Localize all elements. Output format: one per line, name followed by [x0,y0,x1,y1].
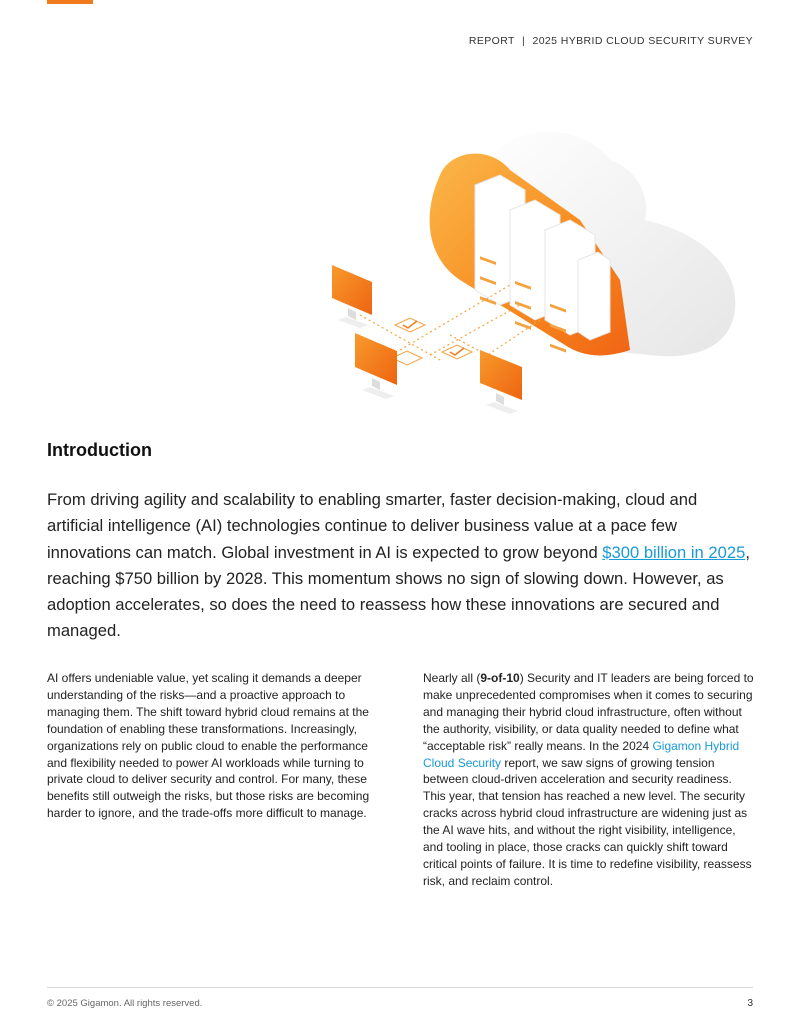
report-title: 2025 HYBRID CLOUD SECURITY SURVEY [532,35,753,47]
accent-bar [47,0,93,4]
page-header [469,35,753,47]
intro-lead-paragraph [47,487,753,645]
left-column-paragraph: AI offers undeniable value, yet scaling it demands a deeper understanding of the risks—and a proactive approach to managing them. The shift toward hybrid cloud remains at the foundation of enabling these transformations. Increasingly, organizations rely on public cloud to enable the performance and flexibility needed to power AI workloads while turning to private cloud to deliver security and control. For many, these benefits still outweigh the risks, but those risks are becoming harder to ignore, and the trade-offs more difficult to manage. [47,671,370,821]
copyright-text: © 2025 Gigamon. All rights reserved. [47,998,203,1009]
header-separator: | [521,35,526,47]
lead-text-part1: From driving agility and scalability to enabling smarter, faster decision-making, cloud and artificial intelligence (AI) technologies continue to deliver business value at a pace few innovations can match. Global investment in AI is expected to grow beyond [47,490,698,562]
section-title: Introduction [47,440,152,460]
report-link[interactable]: Gigamon Hybrid Cloud Security [423,738,740,770]
right-column-paragraph [423,670,755,890]
right-text-part3: report, we saw signs of growing tension between cloud-driven acceleration and security readiness. This year, that tension has reached a new level. The security cracks across hybrid cloud infrastructure are widening just as the AI wave hits, and without the right visibility, intelligence, and tooling in place, those cracks can quickly shift toward critical points of failure. It is time to redefine visibility, reassess risk, and reclaim control. [423,755,752,888]
right-text-part2: ) Security and IT leaders are being forced to make unprecedented compromises when it comes to securing and managing their hybrid cloud infrastructure, often without the authority, visibility, or data quality needed to define what “acceptable risk” really means. In the 2024 [423,671,754,753]
cloud-datacenter-illustration-icon [320,120,760,420]
ai-investment-link[interactable]: $300 billion in 2025 [602,542,746,562]
report-label: REPORT [468,35,515,47]
footer-divider [47,987,753,988]
lead-text-part2: , reaching $750 billion by 2028. This momentum shows no sign of slowing down. However, as adoption accelerates, so does the need to reassess how these innovations are secured and managed. [47,542,750,641]
check-badge-icons [392,318,472,365]
stat-highlight: 9-of-10 [480,671,520,685]
right-text-part1: Nearly all ( [423,671,481,685]
page-number: 3 [747,998,753,1009]
